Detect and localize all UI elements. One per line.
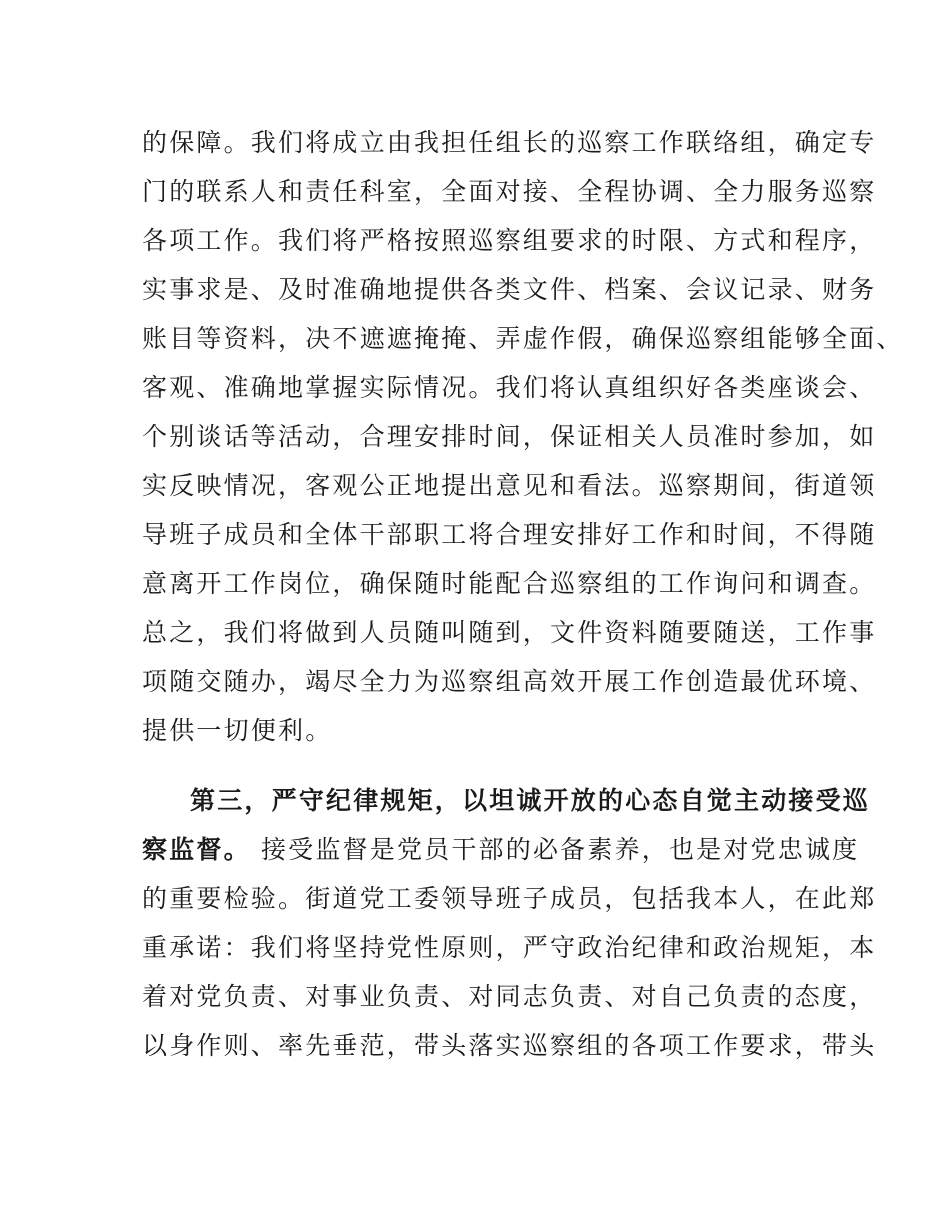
paragraph-1-line-13: 提供一切便利。 — [142, 716, 333, 745]
paragraph-2-line-2 — [142, 834, 859, 866]
paragraph-1-line-6: 客观、准确地掌握实际情况。我们将认真组织好各类座谈会、 — [142, 373, 877, 402]
paragraph-1-line-9: 导班子成员和全体干部职工将合理安排好工作和时间，不得随 — [142, 520, 877, 549]
paragraph-1-line-3: 各项工作。我们将严格按照巡察组要求的时限、方式和程序， — [142, 226, 877, 255]
paragraph-1-line-1: 的保障。我们将成立由我担任组长的巡察工作联络组，确定专 — [142, 128, 877, 157]
paragraph-1-line-5: 账目等资料，决不遮遮掩掩、弄虚作假，确保巡察组能够全面、 — [142, 324, 904, 353]
paragraph-2-line-3: 的重要检验。街道党工委领导班子成员，包括我本人，在此郑 — [142, 884, 877, 913]
paragraph-1-line-8: 实反映情况，客观公正地提出意见和看法。巡察期间，街道领 — [142, 471, 877, 500]
paragraph-2-heading-line-1: 第三，严守纪律规矩，以坦诚开放的心态自觉主动接受巡 — [190, 786, 871, 815]
paragraph-2-line-5: 着对党负责、对事业负责、对同志负责、对自己负责的态度， — [142, 982, 877, 1011]
paragraph-1-line-2: 门的联系人和责任科室，全面对接、全程协调、全力服务巡察 — [142, 177, 877, 206]
paragraph-1-line-12: 项随交随办，竭尽全力为巡察组高效开展工作创造最优环境、 — [142, 667, 877, 696]
paragraph-2-line-4: 重承诺：我们将坚持党性原则，严守政治纪律和政治规矩，本 — [142, 933, 877, 962]
paragraph-2-heading-line-2: 察监督。 — [142, 835, 251, 864]
paragraph-1-line-10: 意离开工作岗位，确保随时能配合巡察组的工作询问和调查。 — [142, 569, 877, 598]
paragraph-2-line-2-rest: 接受监督是党员干部的必备素养，也是对党忠诚度 — [250, 835, 860, 864]
paragraph-1-line-7: 个别谈话等活动，合理安排时间，保证相关人员准时参加，如 — [142, 422, 877, 451]
paragraph-1-line-4: 实事求是、及时准确地提供各类文件、档案、会议记录、财务 — [142, 275, 877, 304]
paragraph-2-line-6: 以身作则、率先垂范，带头落实巡察组的各项工作要求，带头 — [142, 1031, 877, 1060]
paragraph-1-line-11: 总之，我们将做到人员随叫随到，文件资料随要随送，工作事 — [142, 618, 877, 647]
